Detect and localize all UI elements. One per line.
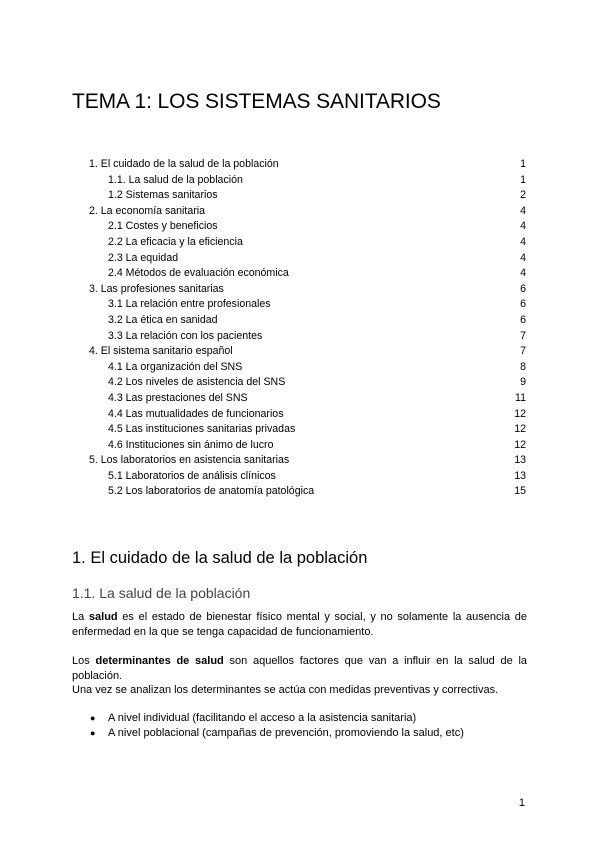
paragraph-salud-definition [72, 610, 527, 639]
toc-entry-label: 5.2 Los laboratorios de anatomía patológica [108, 485, 315, 498]
toc-entry-page: 1 [520, 173, 526, 186]
toc-entry-page: 4 [520, 204, 526, 217]
list-item [0, 726, 600, 741]
paragraph-text: La [72, 611, 89, 623]
toc-entry-label: 2.2 La eficacia y la eficiencia [108, 235, 243, 248]
toc-entry-page: 4 [520, 220, 526, 233]
toc-entry[interactable] [0, 375, 600, 391]
toc-entry-page: 8 [520, 360, 526, 373]
toc-entry[interactable] [0, 157, 600, 173]
toc-entry-page: 6 [520, 282, 526, 295]
toc-entry[interactable] [0, 251, 600, 267]
toc-entry-page: 4 [520, 235, 526, 248]
toc-entry-page: 13 [514, 454, 526, 467]
subsection-heading: 1.1. La salud de la población [72, 585, 251, 601]
toc-entry-label: 2.4 Métodos de evaluación económica [108, 267, 289, 280]
toc-entry-label: 1.2 Sistemas sanitarios [108, 189, 218, 202]
toc-entry[interactable] [0, 173, 600, 189]
toc-entry-label: 3.1 La relación entre profesionales [108, 298, 271, 311]
toc-entry-page: 12 [514, 423, 526, 436]
toc-entry-page: 6 [520, 313, 526, 326]
toc-entry[interactable] [0, 297, 600, 313]
list-item-text: A nivel individual (facilitando el acceso a la asistencia sanitaria) [108, 712, 417, 724]
toc-entry[interactable] [0, 329, 600, 345]
toc-entry[interactable] [0, 188, 600, 204]
page-number: 1 [518, 797, 525, 809]
toc-entry-page: 4 [520, 251, 526, 264]
toc-entry[interactable] [0, 344, 600, 360]
toc-entry-label: 4.5 Las instituciones sanitarias privadas [108, 423, 296, 436]
toc-entry-page: 1 [520, 158, 526, 170]
paragraph-text: son aquellos factores que van a influir en la salud de la población. [72, 655, 527, 682]
toc-entry-label: 4.6 Instituciones sin ánimo de lucro [108, 438, 274, 451]
toc-entry[interactable] [0, 453, 600, 469]
bullet-icon: ● [90, 713, 96, 723]
toc-entry[interactable] [0, 422, 600, 438]
toc-entry-page: 15 [514, 485, 526, 498]
toc-entry[interactable] [0, 219, 600, 235]
toc-entry-page: 11 [515, 391, 526, 404]
toc-entry-label: 5.1 Laboratorios de análisis clínicos [108, 469, 276, 482]
toc-entry-label: 4. El sistema sanitario español [89, 345, 233, 358]
document-title: TEMA 1: LOS SISTEMAS SANITARIOS [72, 90, 441, 113]
toc-entry-page: 9 [520, 376, 526, 389]
toc-entry-page: 13 [514, 469, 526, 482]
toc-entry-label: 4.1 La organización del SNS [108, 360, 243, 373]
bold-term: determinantes de salud [95, 655, 224, 667]
toc-entry-label: 5. Los laboratorios en asistencia sanitarias [89, 454, 290, 467]
toc-entry-label: 1.1. La salud de la población [108, 173, 243, 186]
toc-entry-page: 7 [520, 329, 526, 342]
list-item-text: A nivel poblacional (campañas de prevención, promoviendo la salud, etc) [108, 727, 464, 739]
toc-entry-label: 3.3 La relación con los pacientes [108, 329, 263, 342]
toc-entry-label: 1. El cuidado de la salud de la población [89, 158, 279, 170]
paragraph-determinantes [72, 654, 527, 683]
toc-entry[interactable] [0, 360, 600, 376]
toc-entry-page: 12 [514, 407, 526, 420]
toc-entry[interactable] [0, 438, 600, 454]
toc-entry-label: 4.4 Las mutualidades de funcionarios [108, 407, 284, 420]
toc-entry-label: 4.2 Los niveles de asistencia del SNS [108, 376, 286, 389]
toc-entry[interactable] [0, 266, 600, 282]
list-item [0, 711, 600, 726]
toc-entry-page: 2 [520, 189, 526, 202]
section-heading: 1. El cuidado de la salud de la población [72, 549, 368, 567]
toc-entry-label: 4.3 Las prestaciones del SNS [108, 391, 248, 404]
toc-entry[interactable] [0, 235, 600, 251]
bullet-icon: ● [90, 728, 96, 738]
table-of-contents [0, 157, 600, 500]
toc-entry-page: 7 [520, 345, 526, 358]
toc-entry-label: 2.1 Costes y beneficios [108, 220, 218, 233]
bullet-list [0, 711, 600, 741]
toc-entry[interactable] [0, 484, 600, 500]
toc-entry[interactable] [0, 282, 600, 298]
toc-entry[interactable] [0, 313, 600, 329]
toc-entry-page: 12 [514, 438, 526, 451]
toc-entry[interactable] [0, 469, 600, 485]
toc-entry-label: 3.2 La ética en sanidad [108, 313, 218, 326]
paragraph-text: Los [72, 655, 96, 667]
toc-entry-label: 2. La economía sanitaria [89, 204, 206, 217]
toc-entry-label: 2.3 La equidad [108, 251, 179, 264]
toc-entry[interactable] [0, 204, 600, 220]
toc-entry[interactable] [0, 391, 600, 407]
bold-term: salud [88, 611, 118, 623]
paragraph-text: es el estado de bienestar físico mental y social, y no solamente la ausencia de enfermedad en la que se tenga capacidad de funcionamiento. [72, 611, 527, 638]
toc-entry-page: 6 [520, 298, 526, 311]
toc-entry-page: 4 [520, 267, 526, 280]
toc-entry[interactable] [0, 407, 600, 423]
toc-entry-label: 3. Las profesiones sanitarias [89, 282, 224, 295]
paragraph-medidas: Una vez se analizan los determinantes se actúa con medidas preventivas y correctivas. [72, 684, 499, 696]
